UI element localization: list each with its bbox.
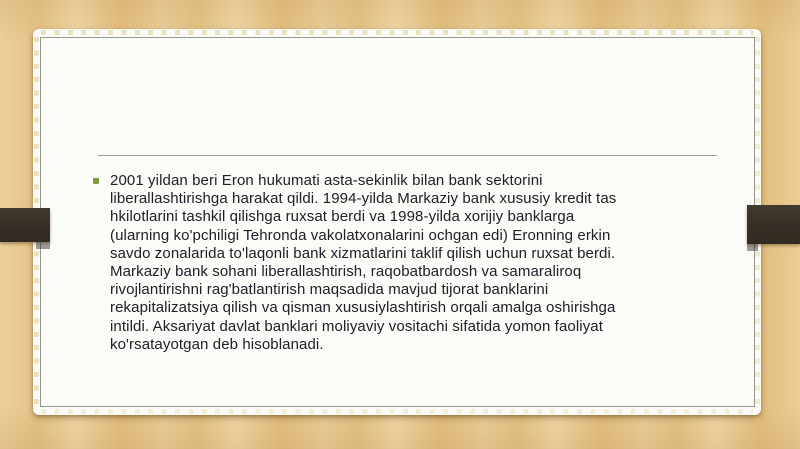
- left-ribbon-fold-shadow: [36, 242, 50, 249]
- left-ribbon-bar: [0, 208, 50, 242]
- body-text-line: savdo zonalarida to'laqonli bank xizmatlarini taklif qilish uchun ruxsat berdi.: [110, 244, 616, 262]
- body-text-line: 2001 yildan beri Eron hukumati asta-sekinlik bilan bank sektorini: [110, 172, 543, 189]
- body-text-line: Markaziy bank sohani liberallashtirish, raqobatbardosh va samaraliroq: [110, 263, 582, 281]
- right-ribbon-fold-shadow: [747, 244, 758, 251]
- perforation-edge-top: [41, 30, 753, 35]
- body-text-block: [110, 172, 616, 354]
- bullet-list-item: [93, 172, 616, 354]
- body-text-line: rekapitalizatsiya qilish va qisman xususiylashtirish orqali amalga oshirishga: [110, 299, 616, 317]
- body-text-line: ko'rsatayotgan deb hisoblanadi.: [110, 335, 324, 353]
- body-text-line: (ularning ko'pchiligi Tehronda vakolatxonalarini ochgan edi) Eronning erkin: [110, 226, 611, 244]
- title-separator-line: [98, 155, 717, 156]
- body-text-line: hkilotlarini tashkil qilishga ruxsat berdi va 1998-yilda xorijiy banklarga: [110, 208, 575, 226]
- body-text-line: liberallashtirishga harakat qildi. 1994-yilda Markaziy bank xususiy kredit tas: [110, 190, 617, 208]
- body-text-line: rivojlantirishni rag'batlantirish maqsadida mavjud tijorat banklarini: [110, 281, 549, 299]
- right-ribbon-bar: [747, 205, 800, 244]
- body-text-line: intildi. Aksariyat davlat banklari moliyaviy vositachi sifatida yomon faoliyat: [110, 317, 604, 335]
- perforation-edge-bottom: [41, 409, 753, 414]
- square-bullet-icon: [93, 178, 99, 184]
